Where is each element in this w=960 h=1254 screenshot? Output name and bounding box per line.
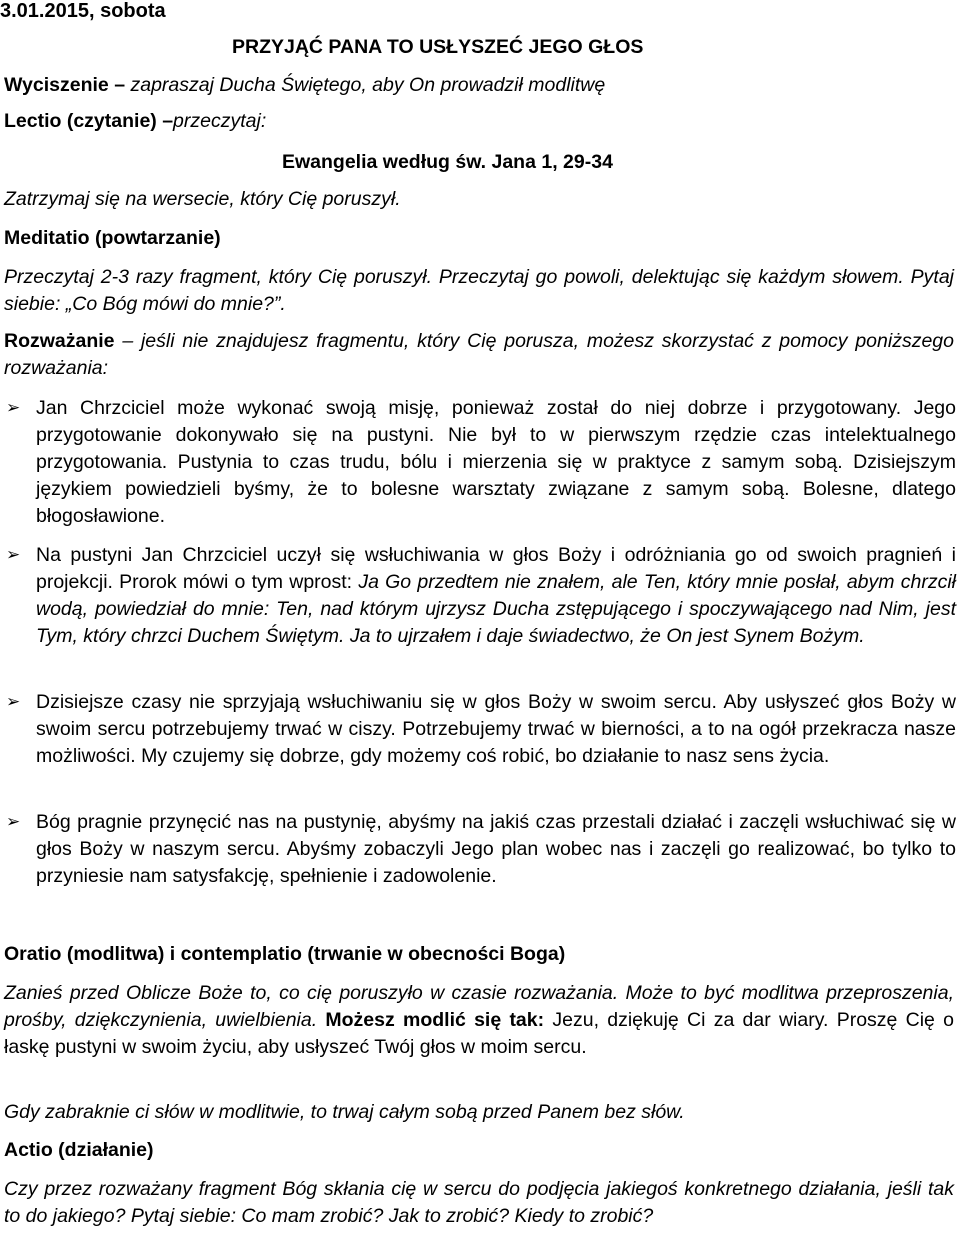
bullet-2-text: Na pustyni Jan Chrzciciel uczył się wsłuchiwania w głos Boży i odróżniania go od swoich pragnień i projekcji. Prorok mówi o tym wprost: [36,544,956,593]
lectio-label: Lectio (czytanie) – [4,110,174,132]
oratio-heading: Oratio (modlitwa) i contemplatio (trwanie w obecności Boga) [4,943,566,965]
bullet-2-quote: Ja Go przedtem nie znałem, ale Ten, który mnie posłał, abym chrzcił wodą, powiedział do mnie: Ten, nad którym ujrzysz Ducha zstępującego i spoczywającego nad Nim, jest Tym, który chrzci Duchem Świętym. Ja to ujrzałem i daje świadectwo, że On jest Synem Bożym. [36,571,956,647]
rozwazanie-text: – jeśli nie znajdujesz fragmentu, który Cię porusza, możesz skorzystać z pomocy poniższego rozważania: [4,330,954,379]
oratio-paragraph [4,980,954,1061]
arrow-bullet-icon: ➢ [6,398,21,418]
oratio-text: Jezu, dziękuję Ci za dar wiary. Proszę Cię o łaskę pustyni w swoim życiu, aby usłyszeć Twój głos w moim sercu. [4,1009,954,1058]
oratio-bold: Możesz modlić się tak: [325,1009,545,1031]
bullet-paragraph-4: Bóg pragnie przynęcić nas na pustynię, abyśmy na jakiś czas przestali działać i zaczęli wsłuchiwać się w głos Boży w naszym sercu. Abyśmy zobaczyli Jego plan wobec nas i zaczęli go realizować, bo tylko to przyniesie nam satysfakcję, spełnienie i zadowolenie. [36,811,956,887]
lectio-line [4,108,266,135]
oratio-italic-line: Gdy zabraknie ci słów w modlitwie, to trwaj całym sobą przed Panem bez słów. [4,1101,685,1123]
gospel-reference: Ewangelia według św. Jana 1, 29-34 [282,151,613,173]
meditatio-text-a: Przeczytaj 2-3 razy fragment, który Cię poruszył. Przeczytaj go powoli, delektując się każdym słowem. Pytaj siebie: [4,266,954,315]
rozwazanie-paragraph [4,328,954,382]
date-line: 3.01.2015, sobota [0,0,166,22]
silence-text: zapraszaj Ducha Świętego, aby On prowadził modlitwę [130,74,606,96]
silence-label: Wyciszenie – [4,74,131,96]
meditatio-text-b: „Co Bóg mówi do mnie?”. [65,293,286,315]
actio-label: Actio (działanie) [4,1139,154,1161]
page-title: PRZYJĄĆ PANA TO USŁYSZEĆ JEGO GŁOS [232,36,644,58]
bullet-paragraph-2 [36,542,956,650]
actio-text: Czy przez rozważany fragment Bóg skłania cię w sercu do podjęcia jakiegoś konkretnego działania, jeśli tak to do jakiego? Pytaj siebie: Co mam zrobić? Jak to zrobić? Kiedy to zrobić? [4,1178,954,1227]
oratio-italic: Zanieś przed Oblicze Boże to, co cię poruszyło w czasie rozważania. Może to być modlitwa przeproszenia, prośby, dziękczynienia, uwielbienia. [4,982,954,1031]
arrow-bullet-icon: ➢ [6,545,21,565]
bullet-paragraph-3: Dzisiejsze czasy nie sprzyjają wsłuchiwaniu się w głos Boży w swoim sercu. Aby usłyszeć głos Boży w swoim sercu potrzebujemy trwać w ciszy. Potrzebujemy trwać w bierności, a to na ogół przekracza nasze możliwości. My czujemy się dobrze, gdy możemy coś robić, bo działanie to nasz sens życia. [36,691,956,767]
meditatio-label: Meditatio (powtarzanie) [4,227,221,249]
silence-line [4,72,605,99]
lectio-instruction: Zatrzymaj się na wersecie, który Cię poruszył. [4,188,401,210]
meditatio-text [4,264,954,318]
lectio-text: przeczytaj: [173,110,267,132]
rozwazanie-label: Rozważanie [4,330,115,352]
bullet-paragraph-1: Jan Chrzciciel może wykonać swoją misję, ponieważ został do niej dobrze i przygotowany. Jego przygotowanie dokonywało się na pustyni. Nie był to w pierwszym rzędzie czas intelektualnego przygotowania. Pustynia to czas trudu, bólu i mierzenia się w praktyce z samym sobą. Dzisiejszym językiem powiedzieli byśmy, że to bolesne warsztaty związane z samym sobą. Bolesne, dlatego błogosławione. [36,397,956,527]
arrow-bullet-icon: ➢ [6,812,21,832]
arrow-bullet-icon: ➢ [6,692,21,712]
